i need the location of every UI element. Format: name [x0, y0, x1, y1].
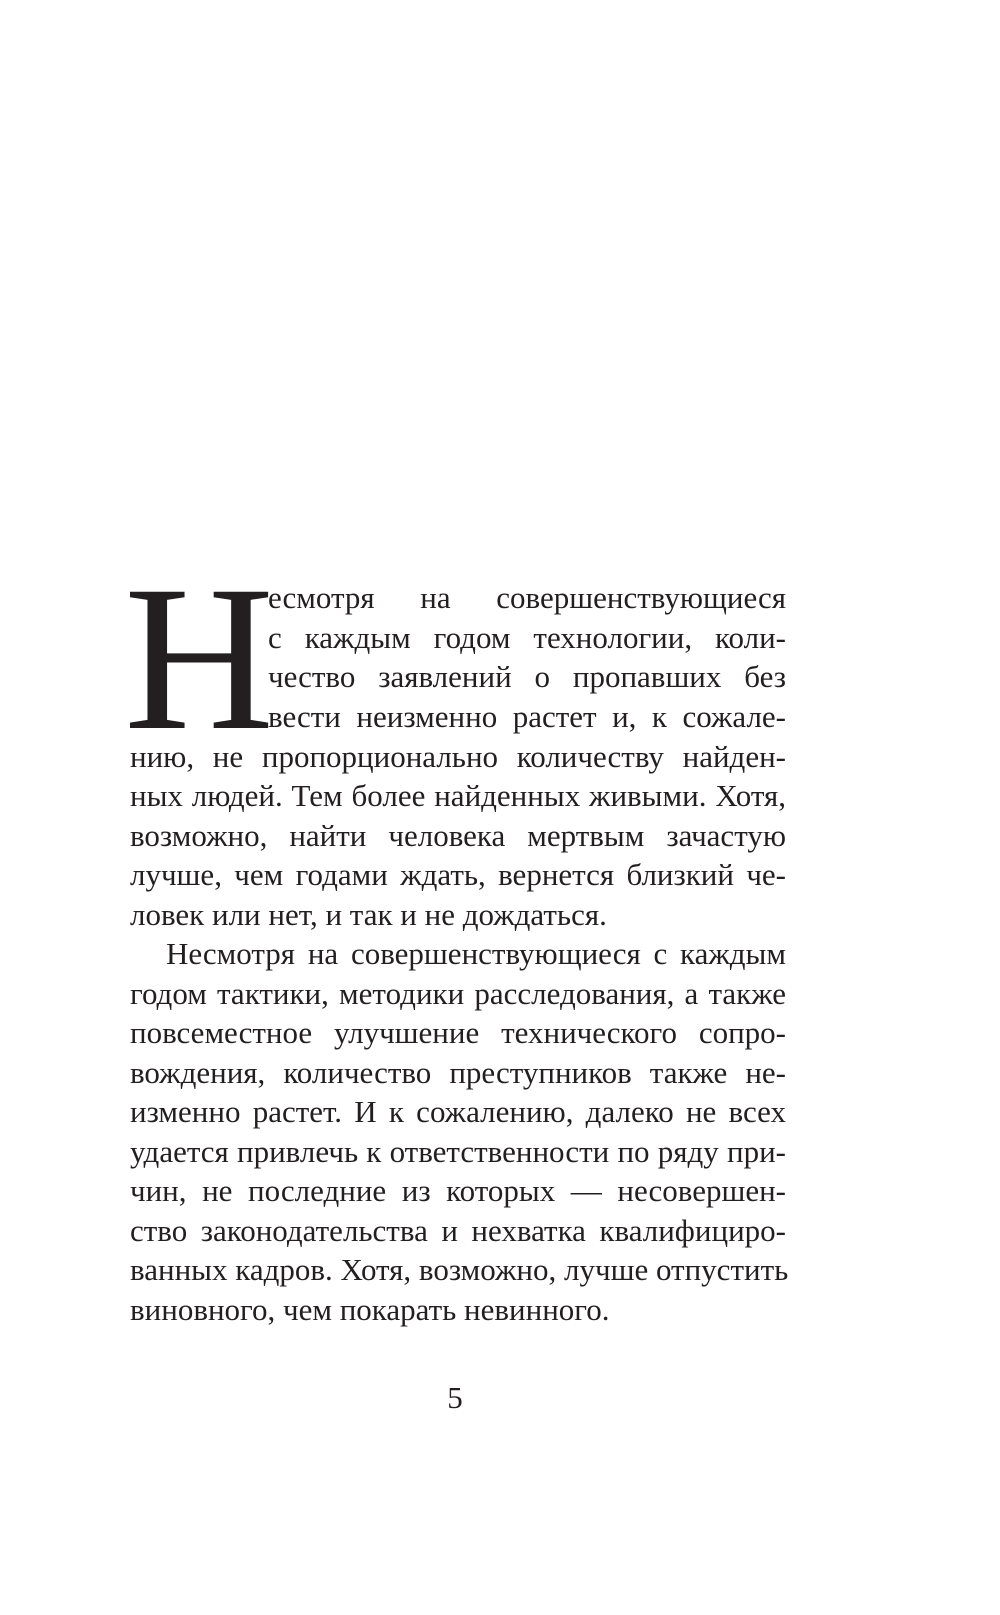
paragraph-1-line-3: чество заявлений о пропавших без	[268, 659, 786, 694]
paragraph-2-line-8: ство законодательства и нехватка квалифициро-	[130, 1213, 786, 1248]
paragraph-2-line-5: изменно растет. И к сожалению, далеко не всех	[130, 1094, 786, 1129]
paragraph-2-line-9: ванных кадров. Хотя, возможно, лучше отпустить	[130, 1252, 789, 1287]
paragraph-1-line-5: нию, не пропорционально количеству найден-	[130, 739, 786, 774]
paragraph-2-line-2: годом тактики, методики расследования, а также	[130, 976, 786, 1011]
paragraph-2-line-4: вождения, количество преступников также не-	[130, 1055, 786, 1090]
paragraph-1-line-1: есмотря на совершенствующиеся	[268, 580, 786, 615]
page-number: 5	[447, 1380, 463, 1415]
paragraph-1-line-2: с каждым годом технологии, коли-	[268, 620, 786, 655]
paragraph-1-line-9: ловек или нет, и так и не дождаться.	[130, 897, 607, 932]
paragraph-1-line-8: лучше, чем годами ждать, вернется близкий че-	[130, 857, 786, 892]
paragraph-2-line-3: повсеместное улучшение технического сопро-	[130, 1015, 786, 1050]
paragraph-2-line-10: виновного, чем покарать невинного.	[130, 1292, 610, 1327]
paragraph-1-line-4: вести неизменно растет и, к сожале-	[268, 699, 786, 734]
drop-cap: Н	[124, 543, 275, 773]
paragraph-1-line-7: возможно, найти человека мертвым зачастую	[130, 818, 786, 853]
paragraph-2-line-6: удается привлечь к ответственности по ряду при-	[130, 1134, 786, 1169]
paragraph-2-line-1: Несмотря на совершенствующиеся с каждым	[166, 936, 786, 971]
paragraph-1-line-6: ных людей. Тем более найденных живыми. Хотя,	[130, 778, 786, 813]
paragraph-2-line-7: чин, не последние из которых — несовершен-	[130, 1173, 786, 1208]
